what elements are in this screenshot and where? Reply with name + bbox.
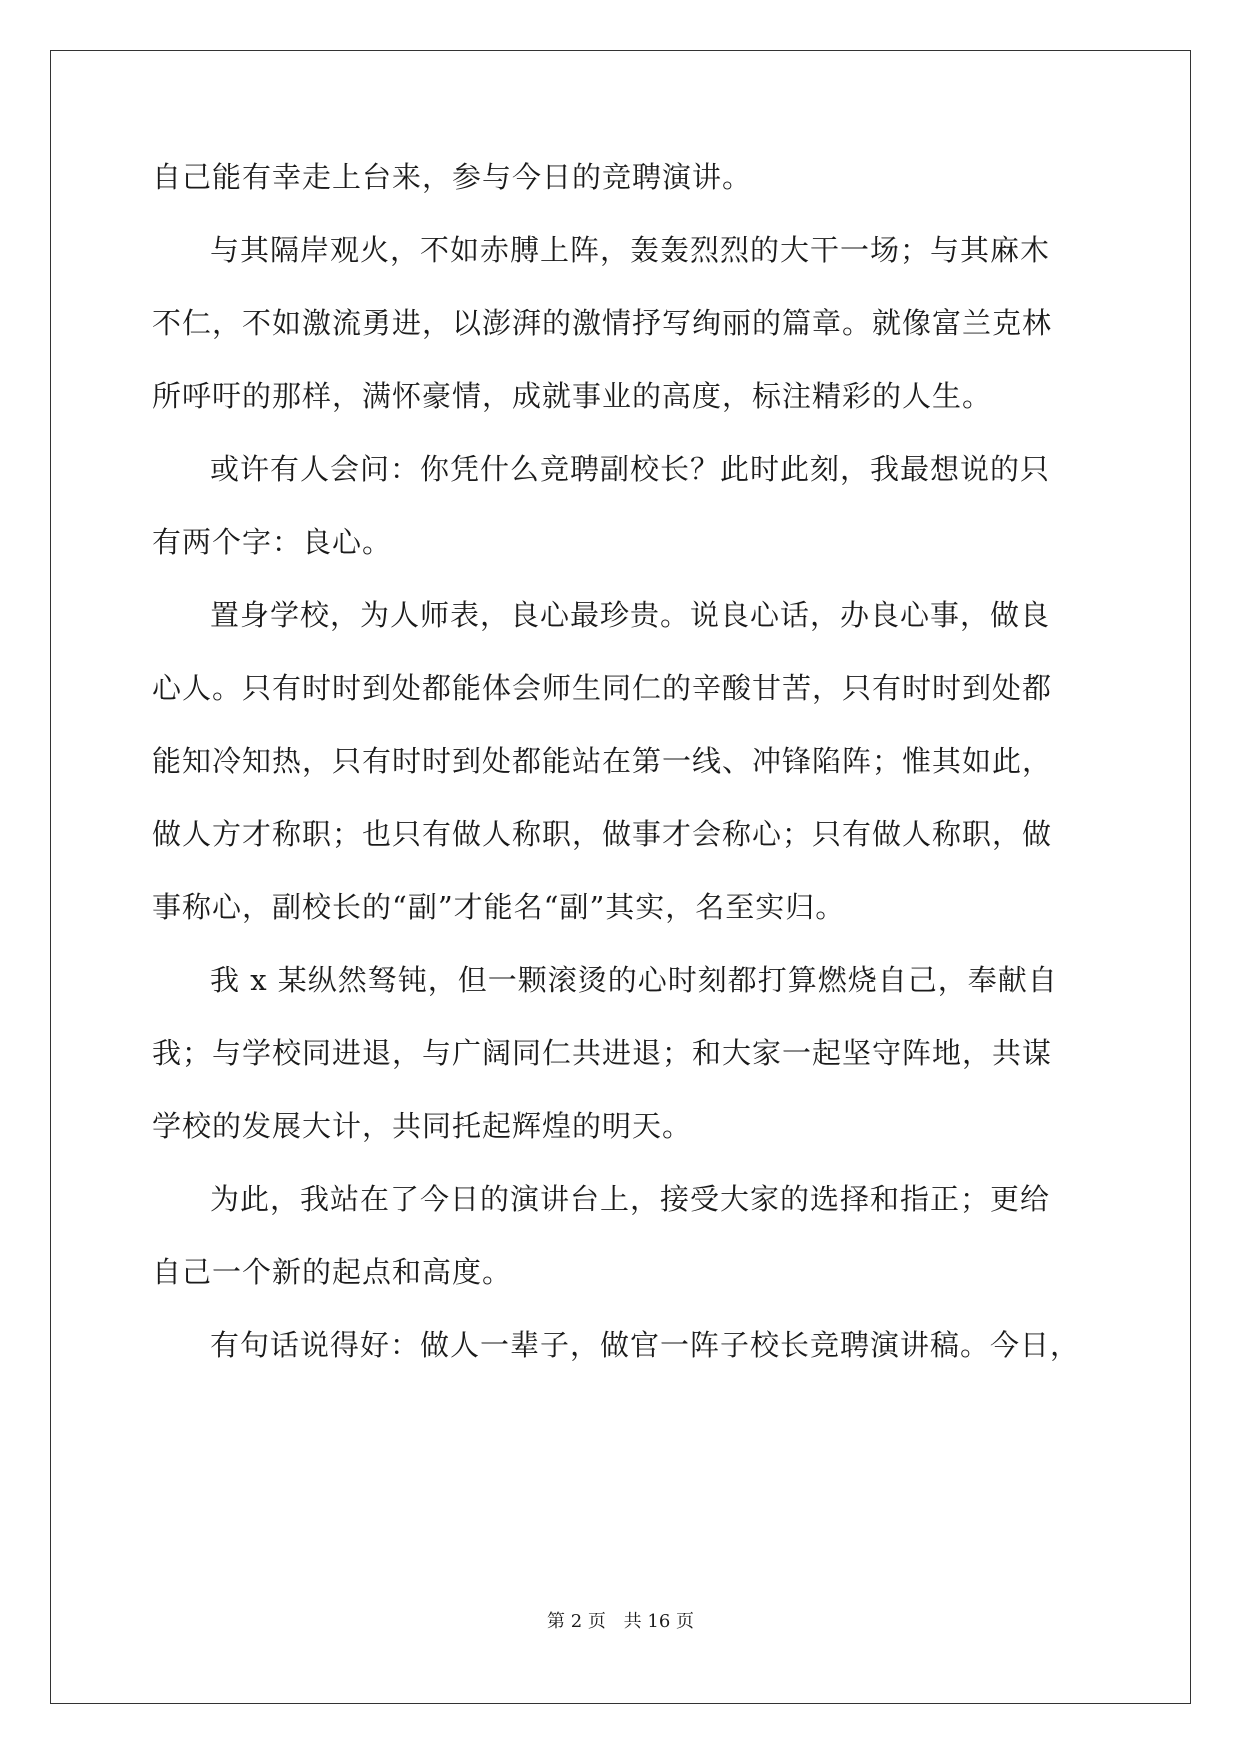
text-line: 不仁，不如激流勇进，以澎湃的激情抒写绚丽的篇章。就像富兰克林 [152,306,1053,340]
page-number: 第 2 页 [547,1611,606,1632]
text-line: 心人。只有时时到处都能体会师生同仁的辛酸甘苦，只有时时到处都 [152,671,1053,705]
text-line: 能知冷知热，只有时时到处都能站在第一线、冲锋陷阵；惟其如此， [152,744,1053,778]
page-border [50,50,1191,1704]
text-line: 与其隔岸观火，不如赤膊上阵，轰轰烈烈的大干一场；与其麻木 [210,233,1051,267]
text-line: 所呼吁的那样，满怀豪情，成就事业的高度，标注精彩的人生。 [152,379,993,413]
text-line: 为此，我站在了今日的演讲台上，接受大家的选择和指正；更给 [210,1182,1051,1216]
text-line: 我 x 某纵然驽钝，但一颗滚烫的心时刻都打算燃烧自己，奉献自 [210,963,1058,997]
text-line: 做人方才称职；也只有做人称职，做事才会称心；只有做人称职，做 [152,817,1053,851]
text-line: 我；与学校同进退，与广阔同仁共进退；和大家一起坚守阵地，共谋 [152,1036,1053,1070]
page-footer [0,1610,1241,1634]
page-total: 共 16 页 [623,1611,694,1632]
text-line: 或许有人会问：你凭什么竞聘副校长？此时此刻，我最想说的只 [210,452,1051,486]
text-line: 有两个字：良心。 [152,525,393,559]
text-line: 学校的发展大计，共同托起辉煌的明天。 [152,1109,693,1143]
text-line: 自己一个新的起点和高度。 [152,1255,513,1289]
text-line: 事称心，副校长的“副”才能名“副”其实，名至实归。 [152,890,846,924]
text-line: 自己能有幸走上台来，参与今日的竞聘演讲。 [152,160,753,194]
text-line: 置身学校，为人师表，良心最珍贵。说良心话，办良心事，做良 [210,598,1051,632]
text-line: 有句话说得好：做人一辈子，做官一阵子校长竞聘演讲稿。今日， [210,1328,1081,1362]
